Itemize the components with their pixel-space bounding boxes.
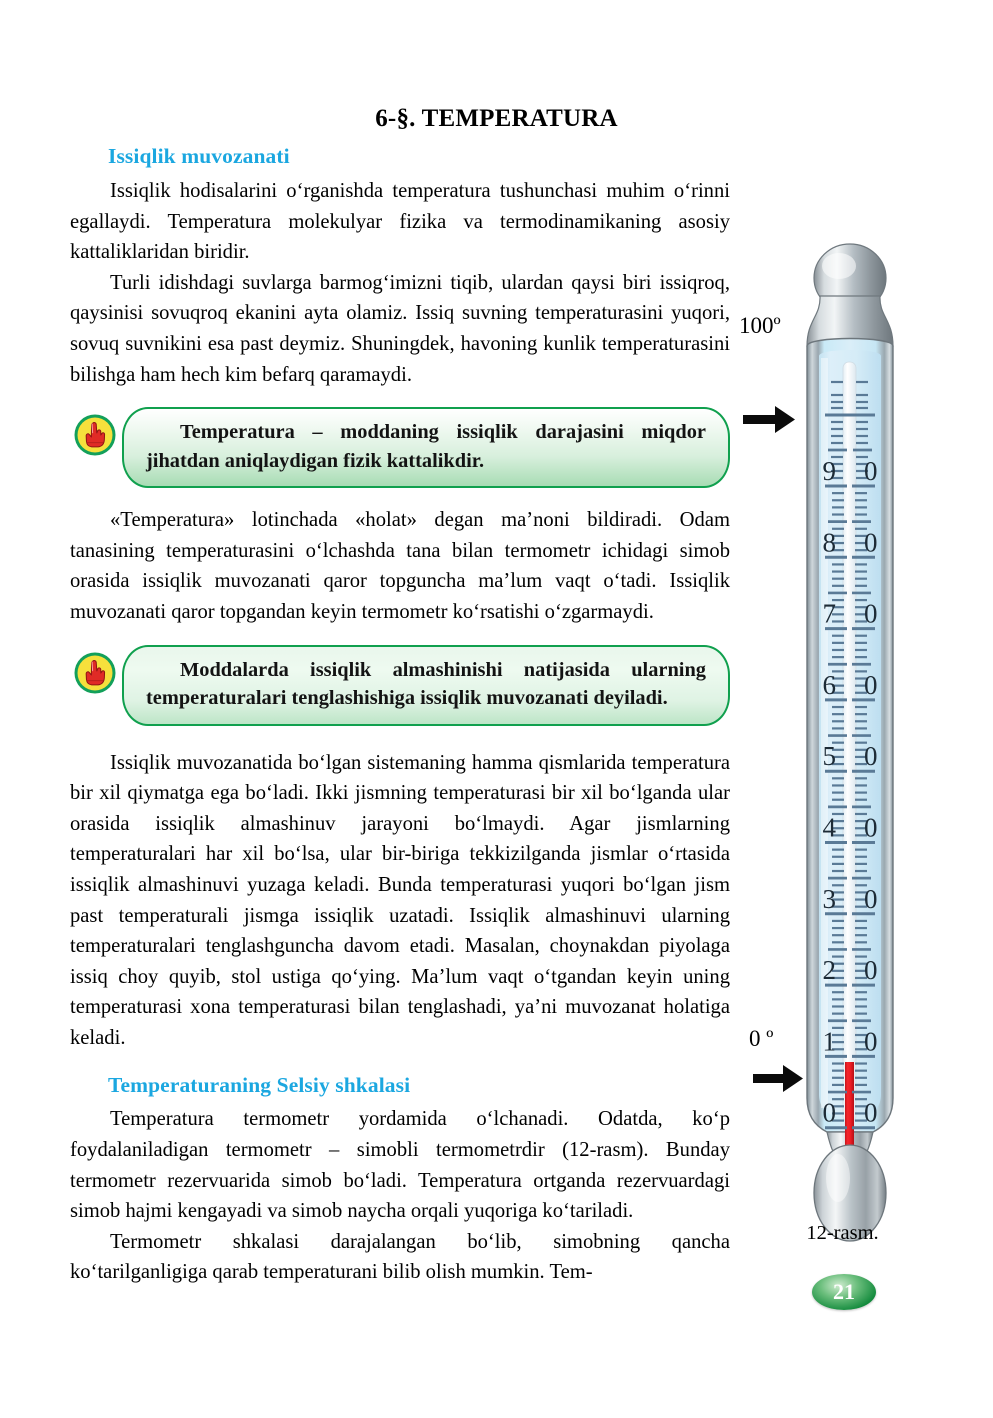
paragraph-1: Issiqlik hodisalarini o‘rganishda temperatura tushunchasi muhim o‘rinni egallaydi. Temperatura molekulyar fizika va termodinamikaning asosiy kattaliklaridan biridir. [70,180,730,264]
scale-label-tens: 4 [822,812,836,843]
paragraph-5: Temperatura termometr yordamida o‘lchanadi. Odatda, ko‘p foydalaniladigan termometr – simobli termometrdir (12-rasm). Bunday termometr rezervuarida simob bo‘ladi. Temperatura ortganda rezervuardagi simob hajmi kengayadi va simob naycha orqali yuqoriga ko‘tariladi. [70,1108,730,1223]
thermometer-figure [735,238,965,1248]
scale-label-tens: 0 [822,1097,836,1128]
page-number-badge: 21 [812,1274,876,1310]
label-100-degrees: 100º [739,313,781,338]
thermometer-illustration [735,238,965,1248]
definition-callout-2-text: Moddalarda issiqlik almashinishi natijasida ularning temperaturalari tenglashishiga issiqlik muvozanati deyiladi. [146,658,706,710]
scale-label-tens: 6 [822,669,836,700]
capillary-tube [843,362,856,1122]
scale-label-units: 0 [864,598,878,629]
arrow-100-degrees [743,406,795,433]
paragraph-2: Turli idishdagi suvlarga barmog‘imizni tiqib, ulardan qaysi biri issiqroq, qaysinisi sovuqroq ekanini ayta olamiz. Issiq suvning temperaturasini yuqori, sovuq suvnikini esa past deymiz. Shuningdek, havoning kunlik temperaturasini bilishga ham hech kim befarq qaramaydi. [70,271,730,386]
scale-label-units: 0 [864,955,878,986]
scale-label-units: 0 [864,812,878,843]
scale-label-tens: 1 [822,1026,836,1057]
thermometer-top-cap [807,244,893,346]
scale-label-tens: 7 [822,598,836,629]
definition-callout-2 [70,645,730,726]
definition-callout-1-text: Temperatura – moddaning issiqlik darajasini miqdor jihatdan aniqlaydigan fizik kattalikdir. [146,421,706,472]
definition-callout-2-box [122,645,730,726]
scale-label-tens: 5 [822,741,836,772]
scale-label-units: 0 [864,1026,878,1057]
pointing-hand-icon [73,413,117,457]
figure-caption: 12-rasm. [806,1222,879,1244]
section-heading-issiqlik-muvozanati: Issiqlik muvozanati [108,144,290,168]
scale-label-tens: 3 [822,883,836,914]
scale-label-units: 0 [864,741,878,772]
definition-callout-1-box [122,407,730,488]
paragraph-3: «Temperatura» lotinchada «holat» degan ma’noni bildiradi. Odam tanasining temperaturasini o‘lchashda tana bilan termometr ichidagi simob orasida issiqlik muvozanati qaror topguncha ma’lum vaqt o‘tadi. Issiqlik muvozanati qaror topgandan keyin termometr ko‘rsatishi o‘zgarmaydi. [70,509,730,623]
section-heading-selsiy-shkalasi: Temperaturaning Selsiy shkalasi [108,1073,411,1098]
scale-label-units: 0 [864,527,878,558]
page-title: 6-§. TEMPERATURA [375,105,618,132]
scale-label-tens: 8 [822,527,836,558]
label-0-degrees: 0 º [749,1026,774,1051]
scale-label-units: 0 [864,669,878,700]
scale-label-units: 0 [864,1097,878,1128]
paragraph-6: Termometr shkalasi darajalangan bo‘lib, simobning qancha ko‘tarilganligiga qarab temperaturani bilib olish mumkin. Tem- [70,1230,730,1284]
definition-callout-1 [70,407,730,488]
scale-label-units: 0 [864,456,878,486]
scale-label-units: 0 [864,883,878,914]
pointing-hand-icon [73,651,117,695]
arrow-0-degrees [753,1065,803,1092]
scale-label-tens: 9 [822,456,836,486]
paragraph-4: Issiqlik muvozanatida bo‘lgan sistemaning hamma qismlarida temperatura bir xil qiymatga ega bo‘ladi. Ikki jismning temperaturasi bir xil bo‘lganda ular orasida issiqlik almashinuv jarayoni bo‘lmaydi. Agar jismlarning temperaturalari har xil bo‘lsa, ular bir-biriga tekkizilganda jismlar o‘rtasida issiqlik almashinuvi yuzaga keladi. Bunda temperaturasi yuqori bo‘lgan jism past temperaturali jismga issiqlik uzatadi. Issiqlik almashinuvi ularning temperaturalari tenglashguncha davom etadi. Masalan, choynakdan piyolaga issiq choy quyib, stol ustiga qo‘ying. Ma’lum vaqt o‘tgandan keyin uning temperaturasi xona temperaturasi bilan tenglashadi, ya’ni muvozanat holatiga keladi. [70,751,730,1049]
scale-label-tens: 2 [822,955,836,986]
main-text-column [70,144,730,1288]
